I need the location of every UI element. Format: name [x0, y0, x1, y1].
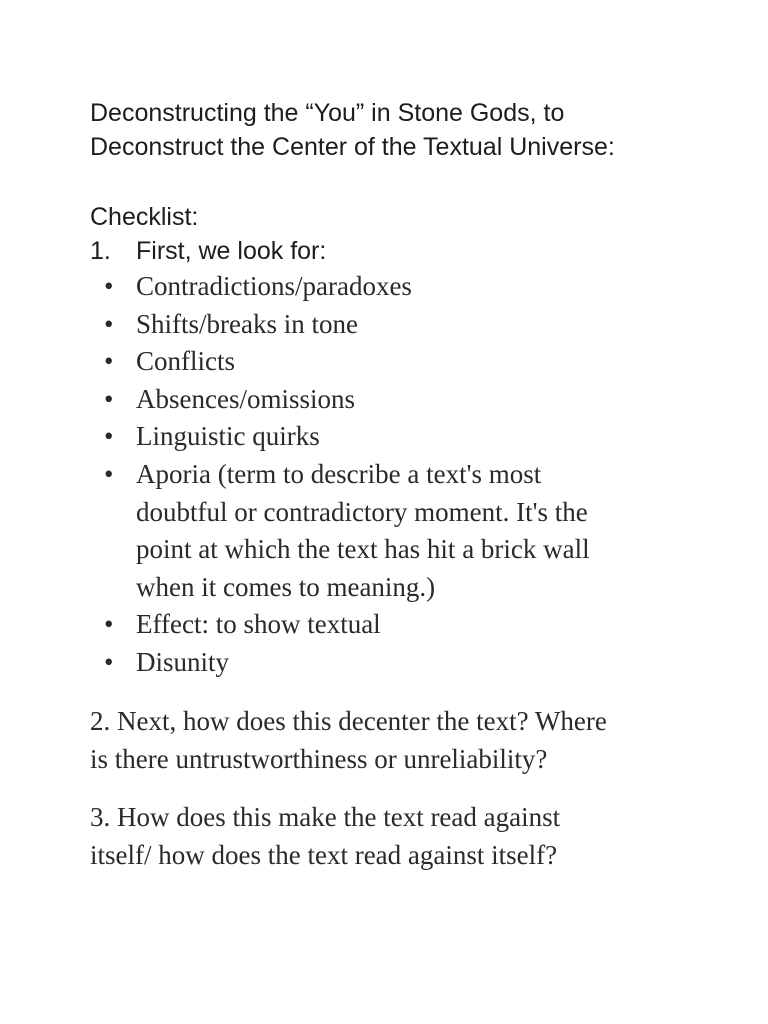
bullet-line: Conflicts	[136, 346, 235, 377]
bullet-dot-icon: •	[104, 308, 114, 339]
step-2-line-1: 2. Next, how does this decenter the text? Where	[90, 706, 607, 736]
bullet-item	[100, 343, 660, 381]
checklist-heading: Checklist:	[90, 203, 199, 231]
bullet-line: Aporia (term to describe a text's most	[136, 458, 542, 489]
bullet-line: when it comes to meaning.)	[136, 571, 436, 602]
bullet-line: Absences/omissions	[136, 383, 355, 414]
bullet-dot-icon: •	[104, 458, 114, 489]
bullet-line: point at which the text has hit a brick wall	[136, 534, 590, 565]
bullet-item	[100, 456, 660, 606]
checklist-step-2	[90, 702, 690, 778]
bullet-item	[100, 606, 660, 644]
bullet-dot-icon: •	[104, 421, 114, 452]
bullet-line: Linguistic quirks	[136, 421, 320, 452]
bullet-line: Shifts/breaks in tone	[136, 308, 358, 339]
step-2-line-2: is there untrustworthiness or unreliability?	[90, 744, 548, 774]
step-3-line-1: 3. How does this make the text read against	[90, 802, 561, 832]
bullet-item	[100, 644, 660, 682]
bullet-dot-icon: •	[104, 609, 114, 640]
bullet-dot-icon: •	[104, 646, 114, 677]
bullet-line: Contradictions/paradoxes	[136, 271, 412, 301]
bullet-line: Effect: to show textual	[136, 609, 381, 640]
bullet-item	[100, 306, 660, 344]
step-3-line-2: itself/ how does the text read against itself?	[90, 840, 558, 870]
bullet-item	[100, 381, 660, 419]
bullet-dot-icon: •	[104, 346, 114, 377]
step-1-number: 1.	[90, 237, 111, 265]
bullet-dot-icon: •	[104, 383, 114, 414]
bullet-list	[100, 268, 660, 682]
checklist-step-1	[90, 234, 326, 268]
document-title	[90, 96, 730, 164]
bullet-dot-icon: •	[104, 271, 114, 301]
bullet-line: Disunity	[136, 646, 230, 677]
title-line-2: Deconstruct the Center of the Textual Universe:	[90, 133, 615, 161]
bullet-item	[100, 268, 660, 306]
bullet-line: doubtful or contradictory moment. It's the	[136, 496, 588, 527]
title-line-1: Deconstructing the “You” in Stone Gods, to	[90, 99, 565, 127]
step-1-text: First, we look for:	[136, 237, 327, 265]
bullet-item	[100, 418, 660, 456]
checklist-step-3	[90, 798, 690, 874]
